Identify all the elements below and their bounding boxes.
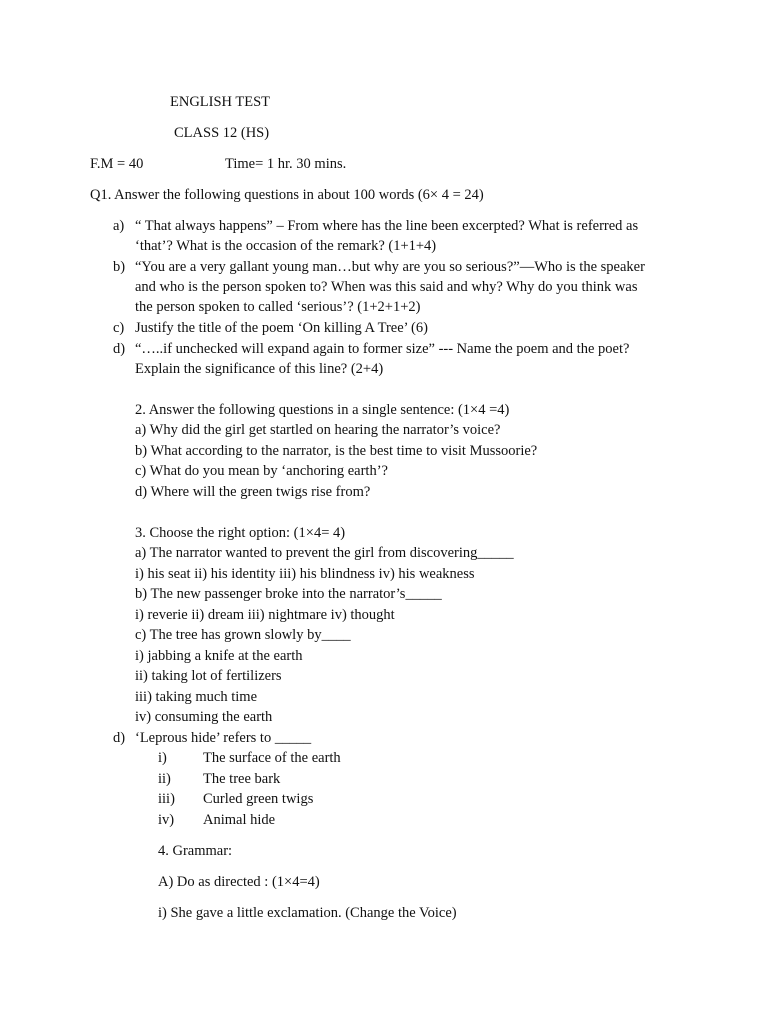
q1-a-line2: ‘that’? What is the occasion of the remark? (1+1+4) [135, 238, 437, 254]
q3-d-label: d) [113, 730, 126, 746]
q3-c-option-4: iv) consuming the earth [135, 709, 273, 725]
q1-b-line1: “You are a very gallant young man…but why are you so serious?”—Who is the speaker [135, 259, 645, 275]
q1-c-label: c) [113, 320, 125, 336]
test-title: ENGLISH TEST [170, 94, 271, 110]
class-label: CLASS 12 (HS) [174, 125, 270, 141]
q1-d-label: d) [113, 341, 126, 357]
q3-d-option-num: i) [158, 750, 167, 766]
q3-c: c) The tree has grown slowly by____ [135, 627, 351, 643]
q1-heading: Q1. Answer the following questions in about 100 words (6× 4 = 24) [90, 187, 484, 203]
time-allowed: Time= 1 hr. 30 mins. [225, 156, 347, 172]
q4-item-i: i) She gave a little exclamation. (Change the Voice) [158, 905, 457, 921]
q4-heading: 4. Grammar: [158, 843, 233, 859]
q1-a-line1: “ That always happens” – From where has the line been excerpted? What is referred as [135, 218, 639, 234]
q3-c-option-3: iii) taking much time [135, 689, 258, 705]
q2-a: a) Why did the girl get startled on hearing the narrator’s voice? [135, 422, 501, 438]
q2-c: c) What do you mean by ‘anchoring earth’? [135, 463, 388, 479]
q2-d: d) Where will the green twigs rise from? [135, 484, 371, 500]
q3-c-option-1: i) jabbing a knife at the earth [135, 648, 303, 664]
q3-d: ‘Leprous hide’ refers to _____ [135, 730, 312, 746]
q3-heading: 3. Choose the right option: (1×4= 4) [135, 525, 346, 541]
q1-b-label: b) [113, 259, 126, 275]
q3-b: b) The new passenger broke into the narrator’s_____ [135, 586, 442, 602]
q3-d-option-text: Animal hide [203, 812, 276, 828]
q3-b-options: i) reverie ii) dream iii) nightmare iv) thought [135, 607, 395, 623]
q2-b: b) What according to the narrator, is the best time to visit Mussoorie? [135, 443, 538, 459]
q3-d-option-text: Curled green twigs [203, 791, 314, 807]
q1-c-line1: Justify the title of the poem ‘On killing A Tree’ (6) [135, 320, 428, 336]
q3-d-option-num: iv) [158, 812, 175, 828]
q1-b-line2: and who is the person spoken to? When was this said and why? Why do you think was [135, 279, 638, 295]
q3-a-options: i) his seat ii) his identity iii) his blindness iv) his weakness [135, 566, 475, 582]
q2-heading: 2. Answer the following questions in a single sentence: (1×4 =4) [135, 402, 510, 418]
q1-d-line1: “…..if unchecked will expand again to former size” --- Name the poem and the poet? [135, 341, 630, 357]
q3-c-option-2: ii) taking lot of fertilizers [135, 668, 282, 684]
q1-b-line3: the person spoken to called ‘serious’? (1+2+1+2) [135, 299, 421, 315]
q1-a-label: a) [113, 218, 125, 234]
q1-d-line2: Explain the significance of this line? (2+4) [135, 361, 384, 377]
q3-d-option-num: iii) [158, 791, 175, 807]
q3-d-option-text: The tree bark [203, 771, 281, 787]
q3-a: a) The narrator wanted to prevent the girl from discovering_____ [135, 545, 514, 561]
q3-d-option-text: The surface of the earth [203, 750, 341, 766]
full-marks: F.M = 40 [90, 156, 144, 172]
q3-d-option-num: ii) [158, 771, 171, 787]
q4-sub-a: A) Do as directed : (1×4=4) [158, 874, 320, 890]
